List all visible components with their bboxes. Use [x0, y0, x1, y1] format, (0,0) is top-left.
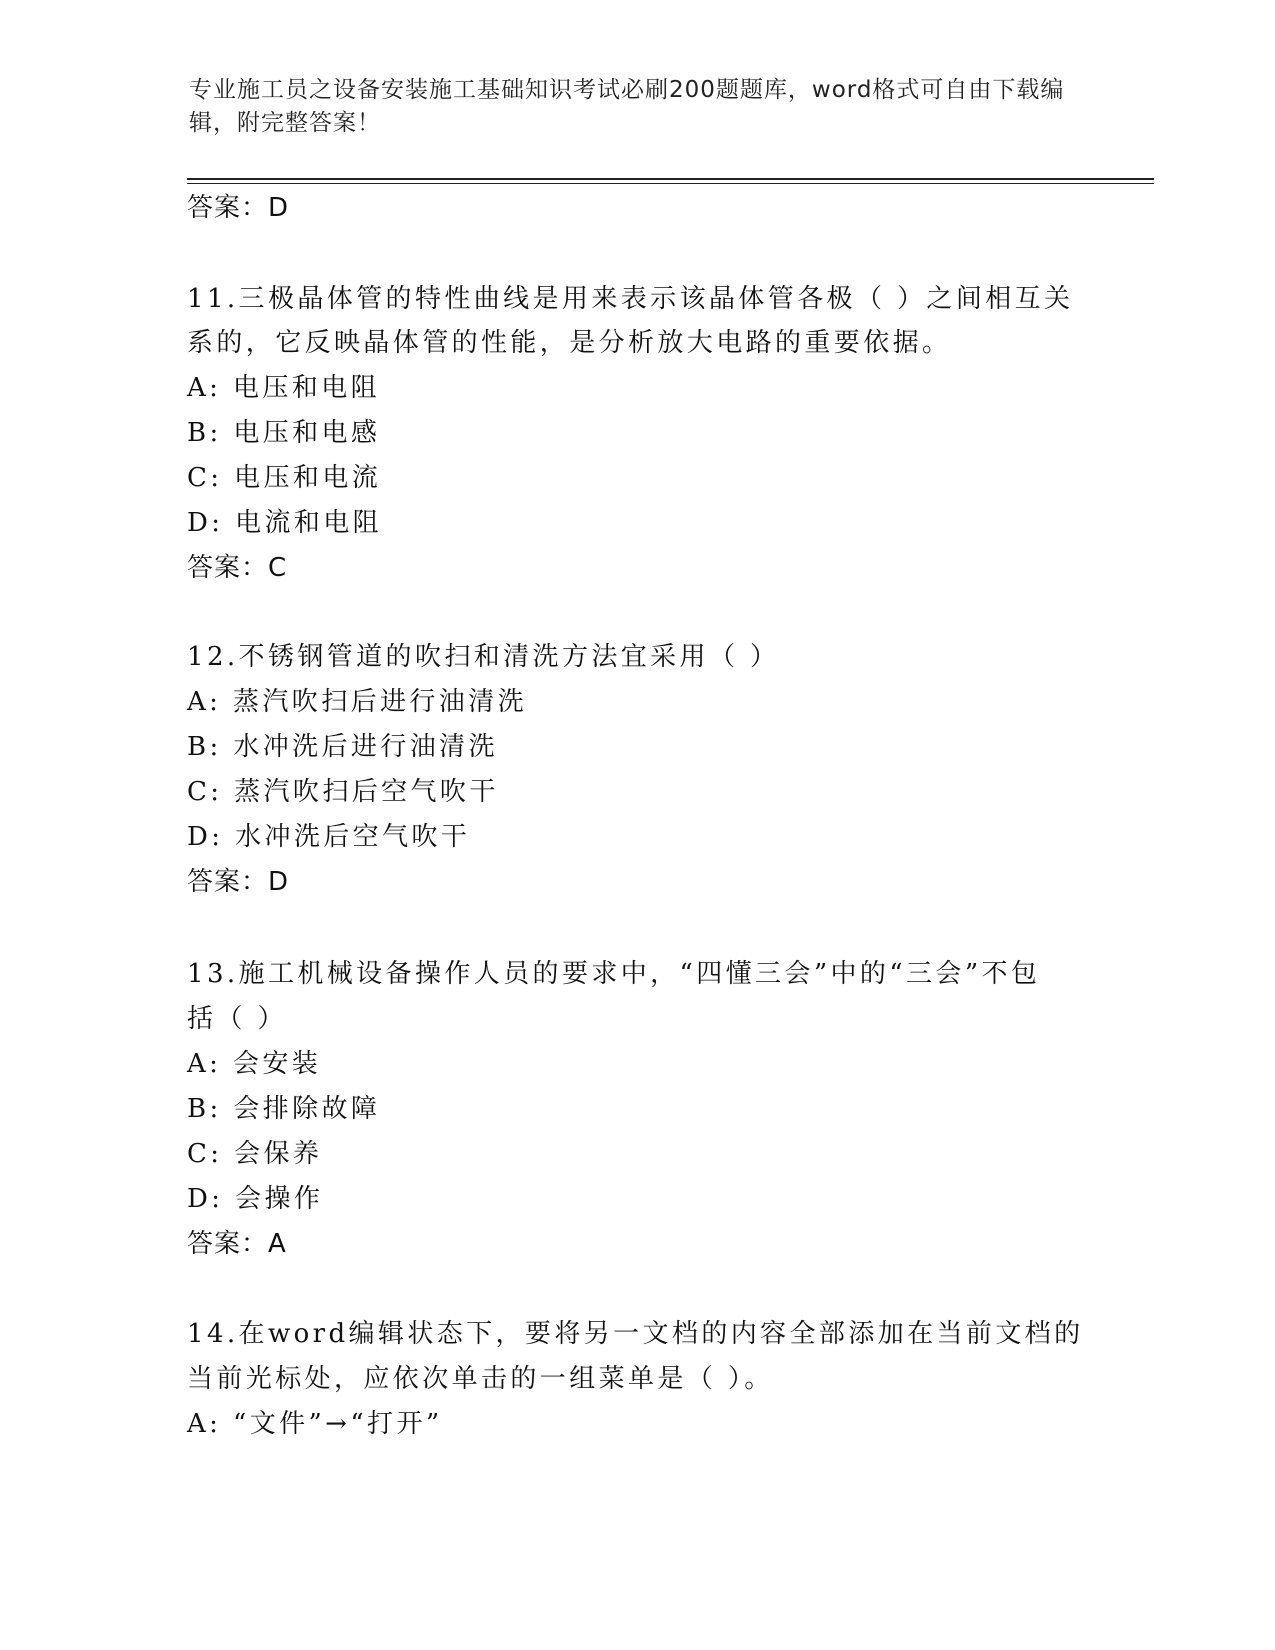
header-divider-thin — [187, 183, 1154, 184]
question-11-answer: 答案：C — [187, 553, 288, 583]
question-11-option-d: D: 电流和电阻 — [187, 508, 383, 538]
question-12-answer: 答案：D — [187, 867, 290, 897]
question-11-stem-line-2: 系的，它反映晶体管的性能，是分析放大电路的重要依据。 — [187, 328, 952, 358]
question-13-option-b: B: 会排除故障 — [187, 1094, 381, 1124]
question-13-answer: 答案：A — [187, 1229, 287, 1259]
question-14-stem-line-1: 14.在word编辑状态下，要将另一文档的内容全部添加在当前文档的 — [187, 1319, 1084, 1349]
question-12-option-b: B: 水冲洗后进行油清洗 — [187, 732, 498, 762]
document-header: 专业施工员之设备安装施工基础知识考试必刷200题题库，word格式可自由下载编辑，附完整答案！ — [189, 77, 1065, 136]
question-12-option-c: C: 蒸汽吹扫后空气吹干 — [187, 777, 499, 807]
question-13-option-d: D: 会操作 — [187, 1184, 324, 1214]
header-divider — [187, 178, 1154, 180]
question-12-option-a: A: 蒸汽吹扫后进行油清洗 — [187, 687, 528, 717]
question-11-option-a: A: 电压和电阻 — [187, 373, 381, 403]
question-11-option-c: C: 电压和电流 — [187, 463, 382, 493]
previous-answer: 答案：D — [187, 193, 290, 223]
question-12-option-d: D: 水冲洗后空气吹干 — [187, 822, 471, 852]
question-12-stem-line-1: 12.不锈钢管道的吹扫和清洗方法宜采用（ ） — [187, 642, 780, 672]
question-14-stem-line-2: 当前光标处，应依次单击的一组菜单是（ ）。 — [187, 1364, 774, 1394]
question-13-stem-line-1: 13.施工机械设备操作人员的要求中，“四懂三会”中的“三会”不包 — [187, 959, 1041, 989]
question-13-option-a: A: 会安装 — [187, 1049, 322, 1079]
question-13-option-c: C: 会保养 — [187, 1139, 323, 1169]
question-13-stem-line-2: 括（ ） — [187, 1004, 287, 1034]
question-14-option-a: A: “文件”→“打开” — [187, 1409, 443, 1439]
question-11-stem-line-1: 11.三极晶体管的特性曲线是用来表示该晶体管各极（ ）之间相互关 — [187, 284, 1074, 314]
question-11-option-b: B: 电压和电感 — [187, 418, 381, 448]
